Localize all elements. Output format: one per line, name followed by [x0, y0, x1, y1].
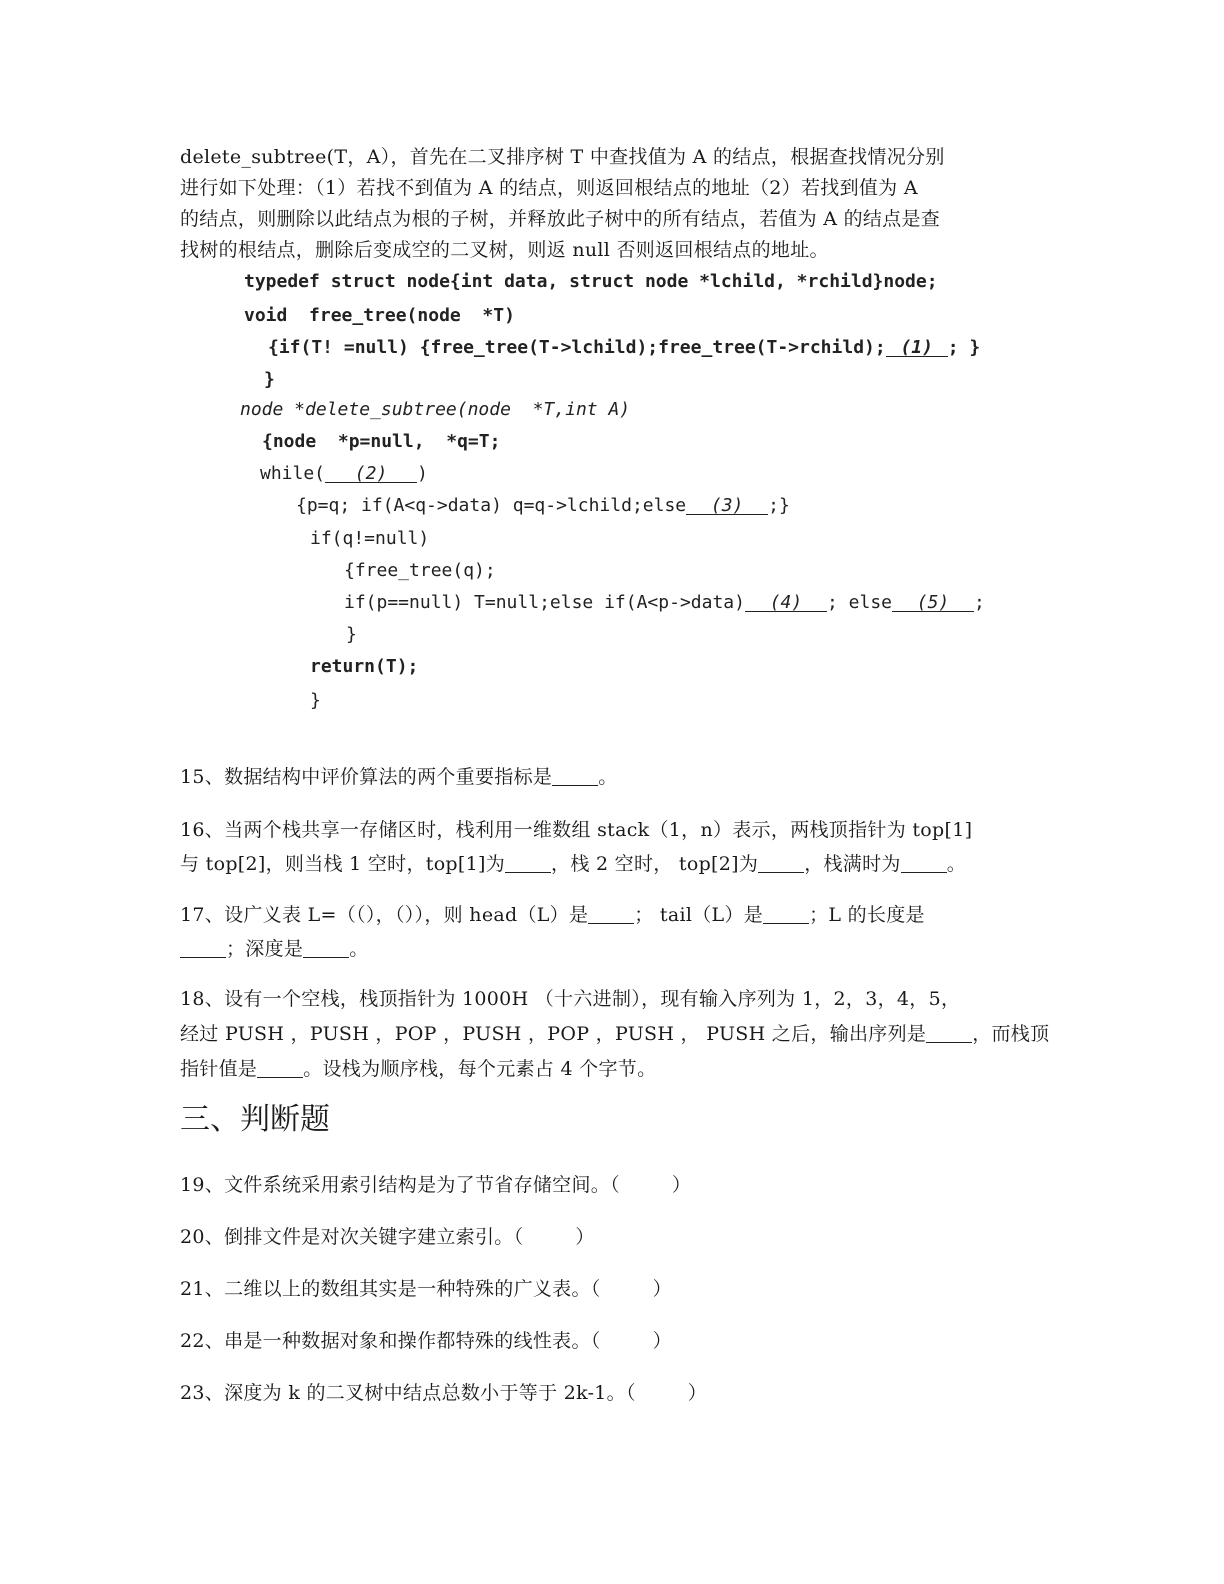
- code-line: {free_tree(q);: [344, 560, 496, 581]
- code-line: }: [310, 690, 321, 711]
- answer-blank[interactable]: [552, 765, 598, 786]
- answer-blank[interactable]: [926, 1022, 972, 1043]
- code-line: {p=q; if(A<q->data) q=q->lchild;else (3) ;}: [296, 495, 790, 516]
- answer-blank[interactable]: [257, 1057, 303, 1078]
- judge-item: 19、文件系统采用索引结构是为了节省存储空间。（ ）: [180, 1174, 692, 1196]
- question-18: 18、设有一个空栈，栈顶指针为 1000H （十六进制），现有输入序列为 1，2，3，4，5， 经过 PUSH ，PUSH ，POP ，PUSH ，POP ，PUSH ， PUSH 之后，输出序列是 ，而栈顶 指针值是 。设栈为顺序栈，每个元素占 4 个字节。: [180, 988, 1050, 1080]
- intro-line: delete_subtree(T，A），首先在二叉排序树 T 中查找值为 A 的结点，根据查找情况分别: [180, 146, 945, 168]
- intro-line: 找树的根结点，删除后变成空的二叉树，则返 null 否则返回根结点的地址。: [180, 239, 829, 261]
- code-line: void free_tree(node *T): [244, 305, 515, 326]
- problem-description: [180, 142, 1060, 266]
- intro-line: 进行如下处理：（1）若找不到值为 A 的结点，则返回根结点的地址（2）若找到值为 A: [180, 177, 918, 199]
- answer-blank[interactable]: [180, 937, 226, 958]
- judge-item: 23、深度为 k 的二叉树中结点总数小于等于 2k-1。（ ）: [180, 1382, 708, 1404]
- code-line: }: [264, 369, 275, 390]
- question-16: 16、当两个栈共享一存储区时，栈利用一维数组 stack（1，n）表示，两栈顶指针为 top[1] 与 top[2]，则当栈 1 空时，top[1]为 ，栈 2 空时， top[2]为 ，栈满时为 。: [180, 819, 973, 875]
- judge-item: 21、二维以上的数组其实是一种特殊的广义表。（ ）: [180, 1278, 672, 1300]
- blank-5: (5): [892, 595, 974, 612]
- section-title: 三、判断题: [180, 1102, 330, 1137]
- code-line: if(q!=null): [310, 528, 430, 549]
- code-line: while( (2) ): [260, 463, 428, 484]
- answer-blank[interactable]: [763, 903, 809, 924]
- answer-blank[interactable]: [588, 903, 634, 924]
- judge-item: 22、串是一种数据对象和操作都特殊的线性表。（ ）: [180, 1330, 672, 1352]
- code-line: return(T);: [310, 656, 419, 677]
- answer-blank[interactable]: [758, 852, 804, 873]
- intro-line: 的结点，则删除以此结点为根的子树，并释放此子树中的所有结点，若值为 A 的结点是查: [180, 208, 941, 230]
- answer-blank[interactable]: [303, 937, 349, 958]
- blank-3: (3): [686, 498, 768, 515]
- code-line: typedef struct node{int data, struct node *lchild, *rchild}node;: [244, 271, 938, 292]
- code-line: node *delete_subtree(node *T,int A): [240, 399, 631, 420]
- code-line: if(p==null) T=null;else if(A<p->data) (4) ; else (5) ;: [344, 592, 985, 613]
- question-15: 15、数据结构中评价算法的两个重要指标是 。: [180, 766, 618, 788]
- question-17: 17、设广义表 L=（（），（）），则 head（L）是 ； tail（L）是 ；L 的长度是 ；深度是 。: [180, 904, 925, 960]
- code-line: {if(T! =null) {free_tree(T->lchild);free_tree(T->rchild); (1) ; }: [268, 337, 981, 358]
- code-line: }: [346, 624, 357, 645]
- answer-blank[interactable]: [505, 852, 551, 873]
- code-line: {node *p=null, *q=T;: [262, 431, 501, 452]
- judge-item: 20、倒排文件是对次关键字建立索引。（ ）: [180, 1226, 595, 1248]
- blank-4: (4): [745, 595, 827, 612]
- blank-1: (1): [886, 340, 948, 357]
- answer-blank[interactable]: [901, 852, 947, 873]
- blank-2: (2): [325, 466, 417, 483]
